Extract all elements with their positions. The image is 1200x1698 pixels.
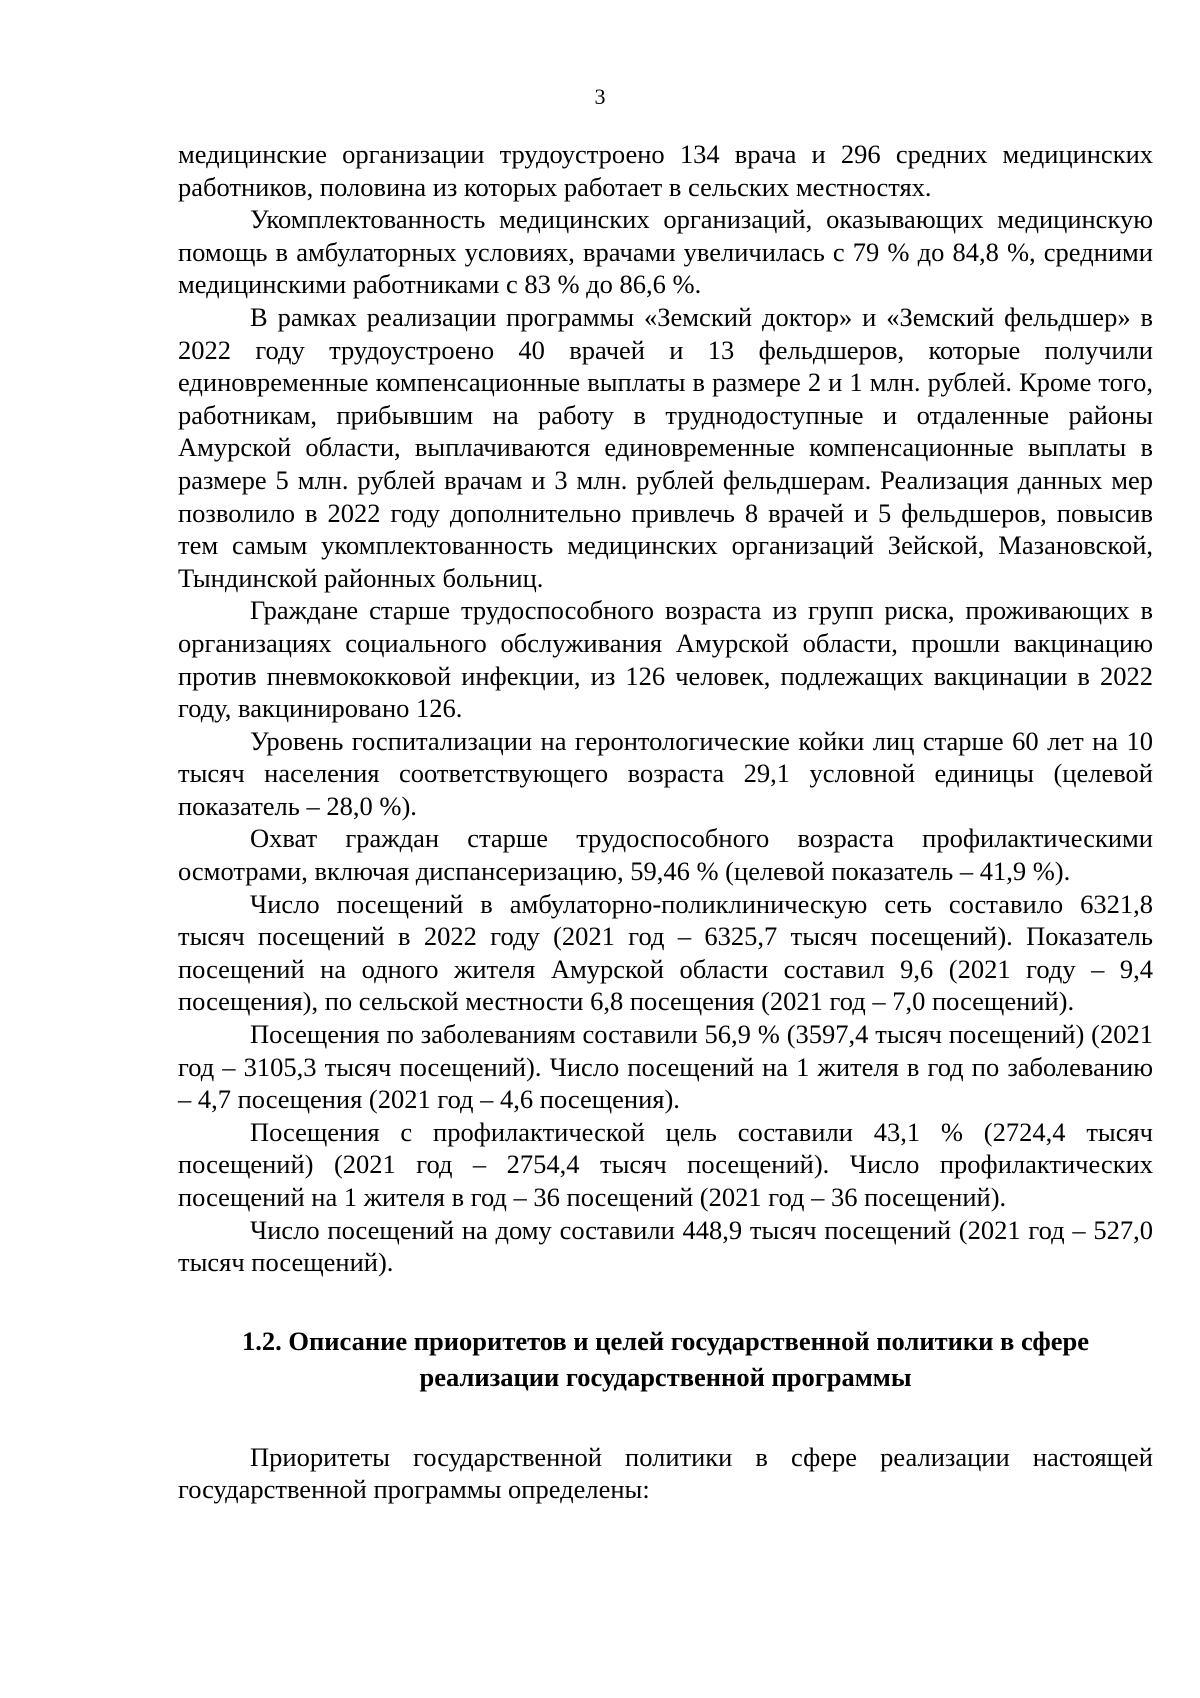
- paragraph-visits-total: Число посещений в амбулаторно-поликлиническую сеть составило 6321,8 тысяч посещений в 2022 году (2021 год – 6325,7 тысяч посещений). Показатель посещений на одного жителя Амурской области составил 9,6 (2021 году – 9,4 посещения), по сельской местности 6,8 посещения (2021 год – 7,0 посещений).: [178, 888, 1153, 1017]
- paragraph-home-visits: Число посещений на дому составили 448,9 тысяч посещений (2021 год – 527,0 тысяч посещений).: [178, 1214, 1153, 1278]
- section-heading: 1.2. Описание приоритетов и целей государственной политики в сфере реализации государственной программы: [242, 1325, 1089, 1392]
- paragraph-zemsky-program: В рамках реализации программы «Земский доктор» и «Земский фельдшер» в 2022 году трудоустроено 40 врачей и 13 фельдшеров, которые получили единовременные компенсационные выплаты в размере 2 и 1 млн. рублей. Кроме того, работникам, прибывшим на работу в труднодоступные и отдаленные районы Амурской области, выплачиваются единовременные компенсационные выплаты в размере 5 млн. рублей врачам и 3 млн. рублей фельдшерам. Реализация данных мер позволило в 2022 году дополнительно привлечь 8 врачей и 5 фельдшеров, повысив тем самым укомплектованность медицинских организаций Зейской, Мазановской, Тындинской районных больниц.: [178, 301, 1153, 593]
- paragraph-priorities: Приоритеты государственной политики в сфере реализации настоящей государственной программы определены:: [178, 1441, 1153, 1505]
- document-body: [178, 138, 1153, 1506]
- paragraph-visits-disease: Посещения по заболеваниям составили 56,9 % (3597,4 тысяч посещений) (2021 год – 3105,3 тысяч посещений). Число посещений на 1 жителя в год по заболеванию – 4,7 посещения (2021 год – 4,6 посещения).: [178, 1019, 1153, 1115]
- paragraph-staff-hired: медицинские организации трудоустроено 134 врача и 296 средних медицинских работников, половина из которых работает в сельских местностях.: [178, 139, 1153, 202]
- paragraph-visits-preventive: Посещения с профилактической цель составили 43,1 % (2724,4 тысяч посещений) (2021 год – 2754,4 тысяч посещений). Число профилактических посещений на 1 жителя в год – 36 посещений (2021 год – 36 посещений).: [178, 1116, 1153, 1212]
- paragraph-hospitalization: Уровень госпитализации на геронтологические койки лиц старше 60 лет на 10 тысяч населения соответствующего возраста 29,1 условной единицы (целевой показатель – 28,0 %).: [178, 725, 1153, 821]
- paragraph-staffing-level: Укомплектованность медицинских организаций, оказывающих медицинскую помощь в амбулаторных условиях, врачами увеличилась с 79 % до 84,8 %, средними медицинскими работниками с 83 % до 86,6 %.: [178, 204, 1153, 300]
- paragraph-vaccination: Граждане старше трудоспособного возраста из групп риска, проживающих в организациях социального обслуживания Амурской области, прошли вакцинацию против пневмококковой инфекции, из 126 человек, подлежащих вакцинации в 2022 году, вакцинировано 126.: [178, 595, 1153, 724]
- paragraph-checkups: Охват граждан старше трудоспособного возраста профилактическими осмотрами, включая диспансеризацию, 59,46 % (целевой показатель – 41,9 %).: [178, 823, 1153, 887]
- page-number: 3: [594, 84, 606, 109]
